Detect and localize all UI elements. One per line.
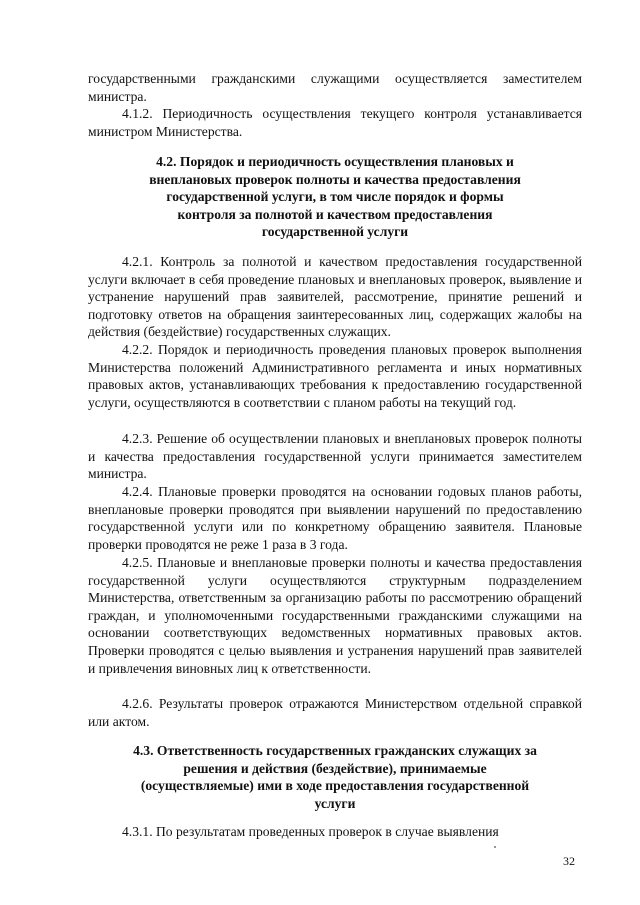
paragraph-4-3-1: 4.3.1. По результатам проведенных проверок в случае выявления — [122, 824, 499, 839]
paragraph-4-2-1: 4.2.1. Контроль за полнотой и качеством предоставления государственной услуги включает в себя проведение плановых и внеплановых проверок, выявление и устранение нарушений прав заявителей, рассмотрение, принятие решений и подготовку ответов на обращения заинтересованных лиц, содержащих жалобы на действия (бездействие) государственных служащих. — [88, 254, 582, 340]
paragraph-4-2-6: 4.2.6. Результаты проверок отражаются Министерством отдельной справкой или актом. — [88, 696, 582, 729]
paragraph-4-2-5: 4.2.5. Плановые и внеплановые проверки полноты и качества предоставления государственной услуги осуществляются структурным подразделением Министерства, ответственным за организацию работы по рассмотрению обращений граждан, и уполномоченными государственными гражданскими служащими на основании соответствующих ведомственных нормативных правовых актов. Проверки проводятся с целью выявления и устранения нарушений прав заявителей и привлечения виновных лиц к ответственности. — [88, 555, 582, 676]
paragraph-4-2-3: 4.2.3. Решение об осуществлении плановых и внеплановых проверок полноты и качества предоставления государственной услуги принимается заместителем министра. — [88, 431, 582, 482]
paragraph-intro: государственными гражданскими служащими осуществляется заместителем министра. — [88, 71, 582, 104]
scan-speck — [494, 846, 496, 848]
section-heading-4-3: 4.3. Ответственность государственных гражданских служащих за решения и действия (бездействие), принимаемые (осуществляемые) ими в ходе предоставления государственной услуги — [133, 743, 537, 811]
section-heading-4-2: 4.2. Порядок и периодичность осуществления плановых и внеплановых проверок полноты и качества предоставления государственной услуги, в том числе порядок и формы контроля за полнотой и качеством предоставления государственной услуги — [149, 154, 521, 240]
paragraph-4-1-2: 4.1.2. Периодичность осуществления текущего контроля устанавливается министром Министерства. — [88, 106, 582, 139]
page-number: 32 — [563, 854, 575, 868]
paragraph-4-2-4: 4.2.4. Плановые проверки проводятся на основании годовых планов работы, внеплановые проверки проводятся при выявлении нарушений по предоставлению государственной услуги или по конкретному обращению заявителя. Плановые проверки проводятся не реже 1 раза в 3 года. — [88, 484, 582, 552]
paragraph-4-2-2: 4.2.2. Порядок и периодичность проведения плановых проверок выполнения Министерства положений Административного регламента и иных нормативных правовых актов, устанавливающих требования к предоставлению государственной услуги, осуществляются в соответствии с планом работы на текущий год. — [88, 342, 582, 410]
